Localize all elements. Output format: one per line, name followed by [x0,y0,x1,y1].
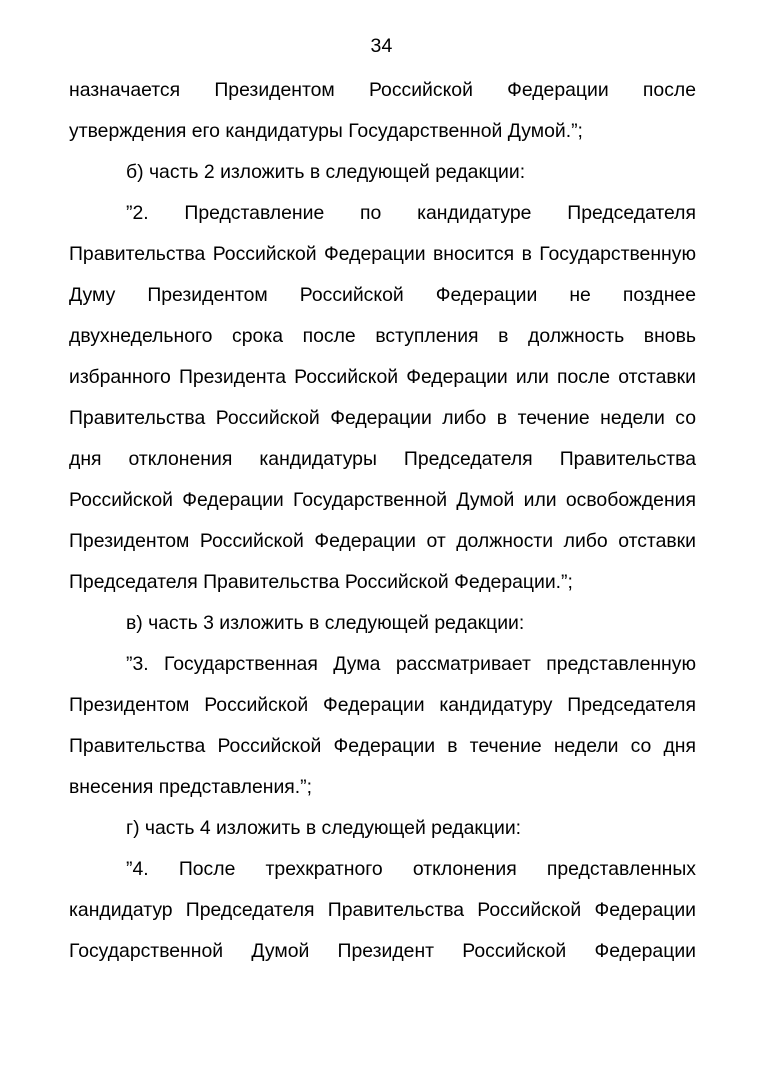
page-number: 34 [370,35,393,57]
paragraph-quoted-clause-3: ”3. Государственная Дума рассматривает представленную Президентом Российской Федерации кандидатуру Председателя Правительства Российской Федерации в течение недели со дня внесения представления.”; [69,653,696,798]
paragraph-continuation: назначается Президентом Российской Федерации после утверждения его кандидатуры Государственной Думой.”; [69,79,696,142]
paragraph-list-item-b: б) часть 2 изложить в следующей редакции: [126,161,526,183]
paragraph-quoted-clause-2: ”2. Представление по кандидатуре Председателя Правительства Российской Федерации вносится в Государственную Думу Президентом Российской Федерации не позднее двухнедельного срока после вступления в должность вновь избранного Президента Российской Федерации или после отставки Правительства Российской Федерации либо в течение недели со дня отклонения кандидатуры Председателя Правительства Российской Федерации Государственной Думой или освобождения Президентом Российской Федерации от должности либо отставки Председателя Правительства Российской Федерации.”; [69,202,696,593]
paragraph-quoted-clause-4: ”4. После трехкратного отклонения представленных кандидатур Председателя Правительства Российской Федерации Государственной Думой Президент Российской Федерации [69,858,696,962]
paragraph-list-item-v: в) часть 3 изложить в следующей редакции: [126,612,525,634]
paragraph-list-item-g: г) часть 4 изложить в следующей редакции: [126,817,522,839]
page-body-text [69,70,696,1013]
